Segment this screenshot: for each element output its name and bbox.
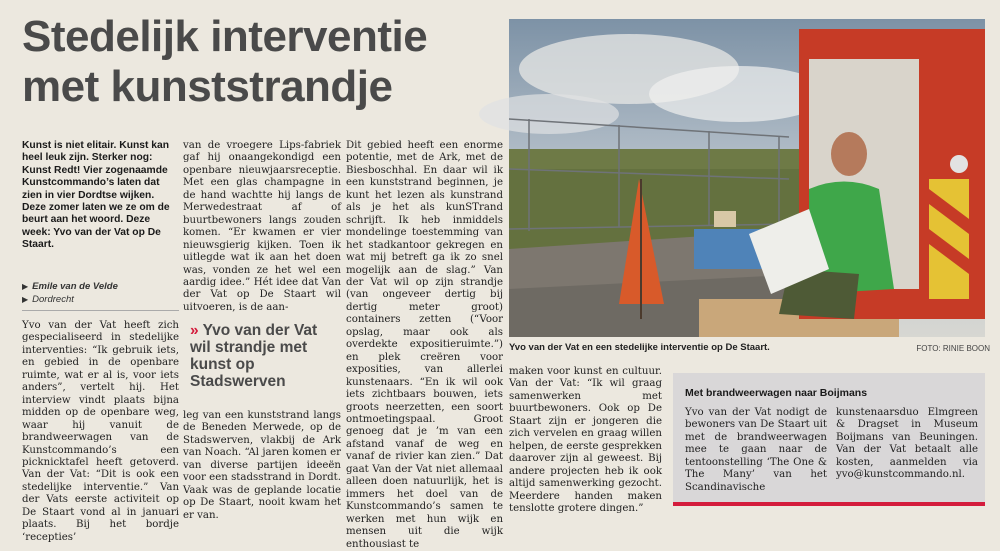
person-head [831,132,867,176]
sidebar-column-2: kunstenaarsduo Elmgreen & Dragset in Museum Boijmans van Beuningen. Van der Vat betaalt alle kosten, aanmelden via yvo@kunstcommando.nl. [836,407,978,481]
sidebar-column-1: Yvo van der Vat nodigt de bewoners van De Staart uit met de brandweerwagen mee te gaan naar de tentoonstelling ‘The One & The Many’ van het Scandinavische [685,407,827,493]
article-text: maken voor kunst en cultuur. Van der Vat: “Ik wil graag samenwerken met buurtbewoners. Ook op De Staart zijn er jongeren die zich vervelen en graag willen helpen, de eerste gesprekken daarover zijn al geweest. Bij andere projecten heb ik ook altijd samenwerking gezocht. Meerdere handen maken tenslotte grotere dingen.” [509,366,662,514]
article-text: Dit gebied heeft een enorme potentie, met de Ark, met de Biesboschhal. En daar wil ik een kunststrand beginnen, je kunt het lezen als kunstrand als je het als kunSTrand schrijft. Ik heb inmiddels mondelinge toestemming van het stadkantoor gekregen en wat mij betreft ga ik zo snel mogelijk aan de slag.” Van der Vat wil op zijn strandje (van ongeveer dertig bij dertig meter groot) containers zetten (“Voor opslag, maar ook als overdekte expositieruimte.”) en plek creëren voor exposities, van allerlei kunstenaars. “En ik wil ook iets zichtbaars bouwen, iets groots neerzetten, een soort ontmoetingspaal. Groot genoeg dat je ’m van een afstand vanaf de weg en vanaf de rivier kan zien.” Dat gaat Van der Vat niet allemaal alleen doen natuurlijk, het is immers het doel van de Kunstcommando’s samen te werken met hun wijk en mensen uit die wijk enthousiast te [346,140,503,550]
article-column-1 [22,320,179,544]
article-column-2-top [183,140,341,314]
article-column-3 [346,140,503,551]
chevron-quote-icon: » [190,322,199,339]
byline-divider [22,310,179,311]
triangle-bullet-icon: ▶ [22,282,29,291]
sidebar-title: Met brandweerwagen naar Boijmans [685,387,868,399]
truck-light [950,155,968,173]
photo-credit: FOTO: RINIE BOON [916,344,990,353]
article-column-2-bottom [183,410,341,522]
sidebar-red-rule [673,502,985,506]
photo-caption: Yvo van der Vat en een stedelijke interventie op De Staart. [509,342,770,353]
article-text: Yvo van der Vat heeft zich gespecialiseerd in stedelijke interventies: “Ik gebruik iets, en gebied in de openbare ruimte, wat er al is, voor iets anders”, vertelt hij. Het interview vindt plaats bijna midden op de openbare weg, waar hij vanuit de brandweerwagen van de Kunstcommando’s een picknicktafel heeft getoverd. Van der Vat: “Dit is ook een stedelijke interventie.” Van der Vats eerste activiteit op De Staart vond al in januari plaats. Bij het bordje ‘recepties’ [22,320,179,543]
article-photo [509,19,985,337]
article-text: van de vroegere Lips-fabriek gaf hij onaangekondigd een openbare nieuwjaarsreceptie. Met een glas champagne in de hand wachtte hij langs de Merwedestraat af of buurtbewoners langs zouden komen. “Er kwamen er vier nieuwsgierig kijken. Toen ik uitlegde wat ik aan het doen was, vonden ze het wel een aardig idee.” Hét idee dat Van der Vat op De Staart wil uitvoeren, is de aan- [183,140,341,313]
article-text: leg van een kunststrand langs de Beneden Merwede, op de Stadswerven, vlakbij de Ark van Noach. “Al jaren komen er van diverse partijen ideeën voor een stadsstrand in Dordt. Vaak was de geplande locatie op De Staart, nooit kwam het er van. [183,410,341,521]
byline [22,280,179,306]
article-column-4 [509,366,662,515]
cloud [479,94,619,134]
byline-author-line [22,280,179,293]
photo-illustration [509,19,985,337]
triangle-bullet-icon: ▶ [22,295,29,304]
pull-quote-text: Yvo van der Vat wil strandje met kunst op Stadswerven [190,322,318,390]
byline-author: Emile van de Velde [32,281,118,292]
byline-location-line [22,293,179,306]
headline: Stedelijk interventie met kunststrandje [22,12,428,111]
intro-paragraph: Kunst is niet elitair. Kunst kan heel leuk zijn. Sterker nog: Kunst Redt! Vier zogenaamde Kunstcommando’s laten dat zien in vier Dordtse wijken. Deze zomer laten we ze om de beurt aan het woord. Deze week: Yvo van der Vat op De Staart. [22,140,170,251]
sidebar-box [673,373,985,506]
pull-quote [190,322,340,390]
hat [714,211,736,227]
byline-location: Dordrecht [32,294,74,305]
